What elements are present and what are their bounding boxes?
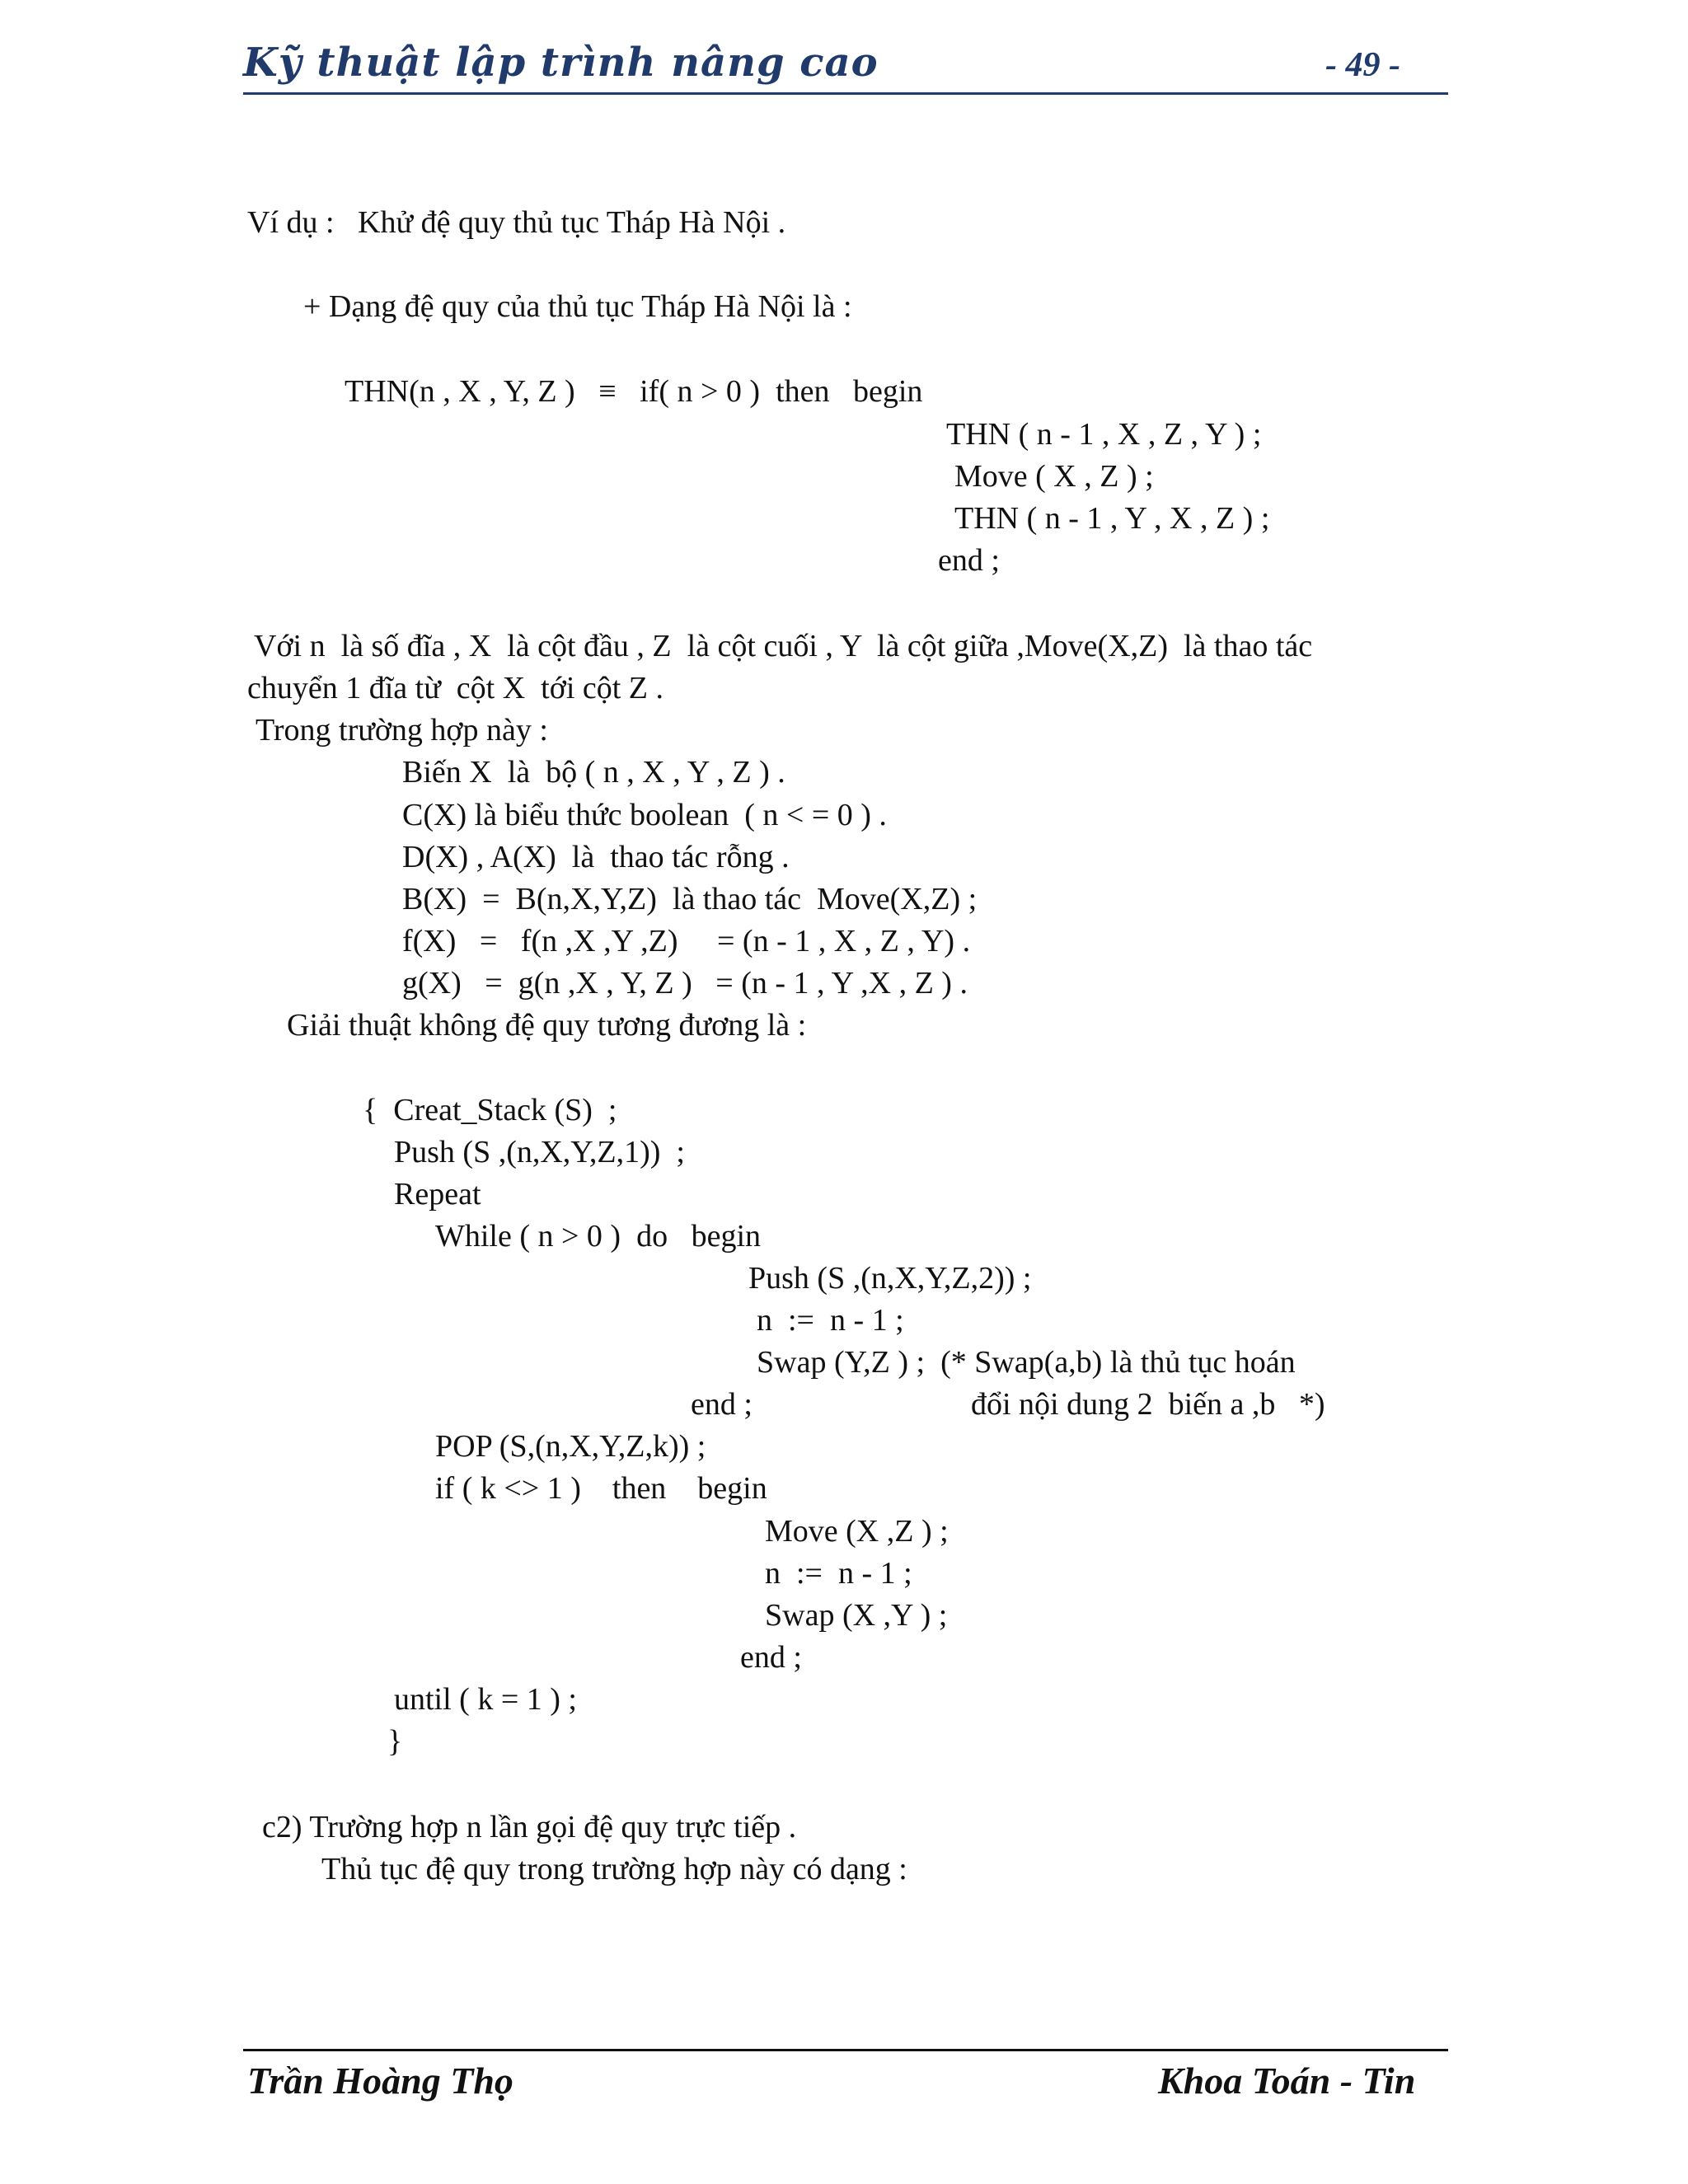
code-line: end ; [740, 1640, 802, 1675]
footer-department: Khoa Toán - Tin [1158, 2060, 1416, 2102]
definition-item: Biến X là bộ ( n , X , Y , Z ) . [402, 755, 785, 790]
definition-item: B(X) = B(n,X,Y,Z) là thao tác Move(X,Z) ; [402, 882, 978, 916]
code-line: Move (X ,Z ) ; [765, 1514, 949, 1549]
code-line: Swap (X ,Y ) ; [765, 1598, 948, 1633]
code-comment: đổi nội dung 2 biến a ,b *) [971, 1387, 1325, 1422]
page-number: - 49 - [1325, 46, 1400, 84]
thn-definition-line: THN(n , X , Y, Z ) ≡ if( n > 0 ) then begin [345, 374, 923, 409]
header-divider [243, 92, 1448, 95]
code-line: n := n - 1 ; [765, 1556, 912, 1591]
code-line: POP (S,(n,X,Y,Z,k)) ; [435, 1429, 706, 1464]
example-line: Ví dụ : Khử đệ quy thủ tục Tháp Hà Nội . [247, 205, 786, 240]
code-line: Repeat [394, 1177, 481, 1212]
footer-author: Trần Hoàng Thọ [247, 2060, 513, 2102]
explanation-line: Trong trường hợp này : [256, 713, 548, 748]
code-line: Push (S ,(n,X,Y,Z,2)) ; [748, 1261, 1032, 1296]
thn-definition-line: end ; [938, 543, 1000, 578]
definition-item: C(X) là biểu thức boolean ( n < = 0 ) . [402, 798, 887, 832]
footer-divider [243, 2049, 1448, 2051]
section-heading: c2) Trường hợp n lần gọi đệ quy trực tiếp . [262, 1810, 797, 1844]
definition-item: f(X) = f(n ,X ,Y ,Z) = (n - 1 , X , Z , Y) . [402, 924, 971, 958]
recursive-form-intro: + Dạng đệ quy của thủ tục Tháp Hà Nội là : [303, 289, 852, 324]
document-title: Kỹ thuật lập trình nâng cao [243, 40, 879, 86]
code-line: { Creat_Stack (S) ; [363, 1093, 617, 1127]
code-line: } [387, 1724, 403, 1759]
definition-item: g(X) = g(n ,X , Y, Z ) = (n - 1 , Y ,X , Z ) . [402, 966, 968, 1001]
code-line: Swap (Y,Z ) ; (* Swap(a,b) là thủ tục hoán [757, 1345, 1296, 1380]
code-line: until ( k = 1 ) ; [394, 1682, 577, 1717]
definition-item: D(X) , A(X) là thao tác rỗng . [402, 840, 790, 874]
code-line: end ; [691, 1387, 753, 1422]
code-line: n := n - 1 ; [757, 1303, 904, 1338]
code-line: While ( n > 0 ) do begin [435, 1219, 762, 1254]
thn-definition-line: Move ( X , Z ) ; [954, 459, 1154, 494]
thn-definition-line: THN ( n - 1 , X , Z , Y ) ; [946, 417, 1262, 452]
code-line: Push (S ,(n,X,Y,Z,1)) ; [394, 1135, 685, 1169]
algorithm-intro: Giải thuật không đệ quy tương đương là : [287, 1008, 807, 1043]
section-note: Thủ tục đệ quy trong trường hợp này có dạng : [321, 1852, 907, 1886]
explanation-line: chuyển 1 đĩa từ cột X tới cột Z . [247, 671, 664, 705]
thn-definition-line: THN ( n - 1 , Y , X , Z ) ; [954, 501, 1270, 536]
explanation-line: Với n là số đĩa , X là cột đầu , Z là cột cuối , Y là cột giữa ,Move(X,Z) là thao tác [254, 629, 1313, 663]
code-line: if ( k <> 1 ) then begin [435, 1471, 767, 1506]
